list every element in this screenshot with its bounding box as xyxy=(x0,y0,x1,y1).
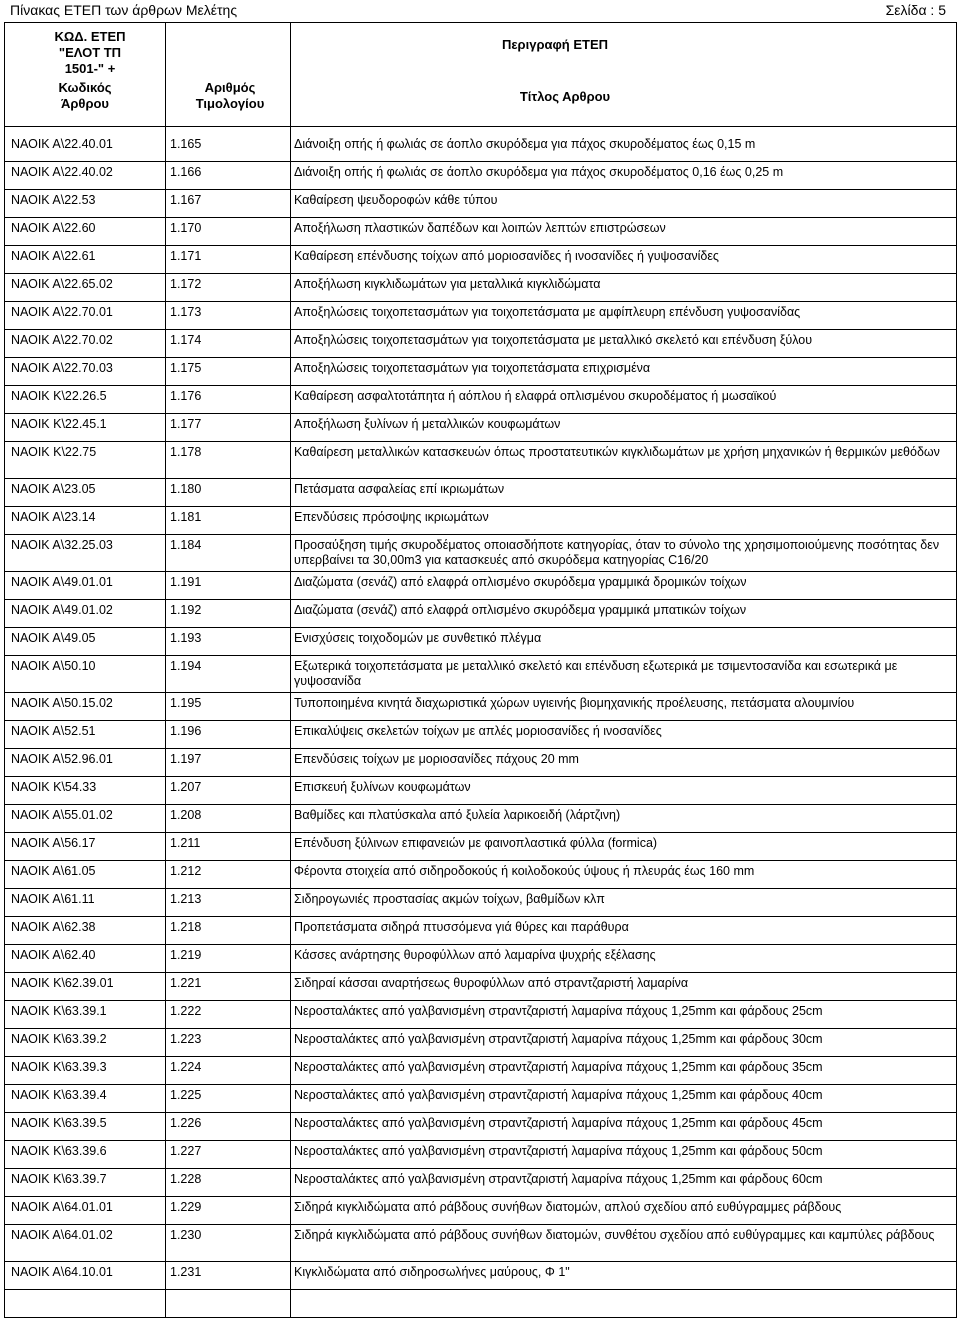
article-title: Αποξηλώσεις τοιχοπετασμάτων για τοιχοπετάσματα με μεταλλικό σκελετό και επένδυση ξύλου xyxy=(294,333,813,347)
price-number: 1.228 xyxy=(170,1172,202,1186)
table-row xyxy=(5,1169,956,1197)
article-code: ΝΑΟΙΚ Α\49.05 xyxy=(11,631,96,645)
article-title: Διάνοιξη οπής ή φωλιάς σε άοπλο σκυρόδεμα για πάχος σκυροδέματος έως 0,15 m xyxy=(294,137,756,151)
article-code: ΝΑΟΙΚ Α\61.05 xyxy=(11,864,96,878)
article-code: ΝΑΟΙΚ Α\23.14 xyxy=(11,510,96,524)
price-number: 1.222 xyxy=(170,1004,202,1018)
article-title: Εξωτερικά τοιχοπετάσματα με μεταλλικό σκελετό και επένδυση εξωτερικά με τσιμεντοσανίδα και εσωτερικά με γυψοσανίδα xyxy=(294,659,898,688)
table-row xyxy=(5,572,956,600)
article-title: Διάνοιξη οπής ή φωλιάς σε άοπλο σκυρόδεμα για πάχος σκυροδέματος 0,16 έως 0,25 m xyxy=(294,165,784,179)
article-code: ΝΑΟΙΚ Α\49.01.01 xyxy=(11,575,113,589)
header-etep-description: Περιγραφή ΕΤΕΠ xyxy=(502,37,608,52)
article-title: Νεροσταλάκτες από γαλβανισμένη στραντζαριστή λαμαρίνα πάχους 1,25mm και φάρδους 35cm xyxy=(294,1060,823,1074)
table-row xyxy=(5,190,956,218)
table-row xyxy=(5,330,956,358)
price-number: 1.174 xyxy=(170,333,202,347)
article-code: ΝΑΟΙΚ Α\64.10.01 xyxy=(11,1265,113,1279)
price-number: 1.192 xyxy=(170,603,202,617)
article-title: Νεροσταλάκτες από γαλβανισμένη στραντζαριστή λαμαρίνα πάχους 1,25mm και φάρδους 50cm xyxy=(294,1144,823,1158)
table-row xyxy=(5,1085,956,1113)
article-code: ΝΑΟΙΚ Κ\63.39.5 xyxy=(11,1116,107,1130)
article-code: ΝΑΟΙΚ Α\32.25.03 xyxy=(11,538,113,552)
article-code: ΝΑΟΙΚ Α\22.53 xyxy=(11,193,96,207)
article-code: ΝΑΟΙΚ Κ\63.39.6 xyxy=(11,1144,107,1158)
price-number: 1.230 xyxy=(170,1228,202,1242)
table-row xyxy=(5,805,956,833)
article-code: ΝΑΟΙΚ Α\22.70.01 xyxy=(11,305,113,319)
price-number: 1.180 xyxy=(170,482,202,496)
table-row xyxy=(5,1057,956,1085)
price-number: 1.176 xyxy=(170,389,202,403)
header-etep-code-line1: ΚΩΔ. ΕΤΕΠ xyxy=(54,29,126,44)
article-title: Επένδυση ξύλινων επιφανειών με φαινοπλαστικά φύλλα (formica) xyxy=(294,836,658,850)
article-code: ΝΑΟΙΚ Κ\63.39.3 xyxy=(11,1060,107,1074)
header-article-title: Τίτλος Αρθρου xyxy=(519,89,611,104)
table-row xyxy=(5,134,956,162)
article-title: Επισκευή ξυλίνων κουφωμάτων xyxy=(294,780,471,794)
article-title: Κάσσες ανάρτησης θυροφύλλων από λαμαρίνα ψυχρής εξέλασης xyxy=(294,948,656,962)
table-row xyxy=(5,656,956,693)
table-row xyxy=(5,274,956,302)
table-row xyxy=(5,600,956,628)
article-title: Νεροσταλάκτες από γαλβανισμένη στραντζαριστή λαμαρίνα πάχους 1,25mm και φάρδους 45cm xyxy=(294,1116,823,1130)
header-price-number-line2: Τιμολογίου xyxy=(195,96,265,111)
article-title: Αποξηλώσεις τοιχοπετασμάτων για τοιχοπετάσματα επιχρισμένα xyxy=(294,361,651,375)
price-number: 1.167 xyxy=(170,193,202,207)
article-title: Φέροντα στοιχεία από σιδηροδοκούς ή κοιλοδοκούς ύψους ή πλευράς έως 160 mm xyxy=(294,864,755,878)
price-number: 1.193 xyxy=(170,631,202,645)
article-code: ΝΑΟΙΚ Α\61.11 xyxy=(11,892,95,906)
article-code: ΝΑΟΙΚ Α\64.01.01 xyxy=(11,1200,113,1214)
article-title: Σιδηραί κάσσαι αναρτήσεως θυροφύλλων από στραντζαριστή λαμαρίνα xyxy=(294,976,689,990)
page-number: Σελίδα : 5 xyxy=(885,2,946,18)
price-number: 1.218 xyxy=(170,920,202,934)
article-code: ΝΑΟΙΚ Α\22.70.02 xyxy=(11,333,113,347)
table-row xyxy=(5,1262,956,1290)
article-title: Προπετάσματα σιδηρά πτυσσόμενα γιά θύρες και παράθυρα xyxy=(294,920,629,934)
header-etep-code xyxy=(45,29,135,77)
header-price-number xyxy=(180,80,280,112)
price-number: 1.226 xyxy=(170,1116,202,1130)
article-code: ΝΑΟΙΚ Κ\22.75 xyxy=(11,445,97,459)
table-row xyxy=(5,777,956,805)
table-row xyxy=(5,693,956,721)
article-title: Βαθμίδες και πλατύσκαλα από ξυλεία λαρικοειδή (λάρτζινη) xyxy=(294,808,621,822)
header-etep-code-line2: "ΕΛΟΤ ΤΠ 1501-" + xyxy=(58,45,122,76)
table-row xyxy=(5,833,956,861)
table-row xyxy=(5,1029,956,1057)
price-number: 1.219 xyxy=(170,948,202,962)
table-row xyxy=(5,1197,956,1225)
article-title: Σιδηρογωνιές προστασίας ακμών τοίχων, βαθμίδων κλπ xyxy=(294,892,605,906)
article-title: Διαζώματα (σενάζ) από ελαφρά οπλισμένο σκυρόδεμα γραμμικά μπατικών τοίχων xyxy=(294,603,747,617)
article-code: ΝΑΟΙΚ Α\52.51 xyxy=(11,724,96,738)
article-title: Καθαίρεση μεταλλικών κατασκευών όπως προστατευτικών κιγκλιδωμάτων με χρήση μηχανικών ή θερμικών μεθόδων xyxy=(294,445,940,459)
price-number: 1.165 xyxy=(170,137,202,151)
table-row xyxy=(5,218,956,246)
article-code: ΝΑΟΙΚ Κ\22.26.5 xyxy=(11,389,107,403)
article-code: ΝΑΟΙΚ Κ\22.45.1 xyxy=(11,417,107,431)
price-number: 1.173 xyxy=(170,305,202,319)
article-title: Καθαίρεση ασφαλτοτάπητα ή αόπλου ή ελαφρά οπλισμένου σκυροδέματος ή μωσαϊκού xyxy=(294,389,777,403)
article-title: Σιδηρά κιγκλιδώματα από ράβδους συνήθων διατομών, απλού σχεδίου από ευθύγραμμες ράβδους xyxy=(294,1200,842,1214)
table-row xyxy=(5,358,956,386)
table-row xyxy=(5,973,956,1001)
article-code: ΝΑΟΙΚ Α\22.40.01 xyxy=(11,137,113,151)
table-row xyxy=(5,1225,956,1262)
article-code: ΝΑΟΙΚ Α\22.40.02 xyxy=(11,165,113,179)
article-title: Καθαίρεση επένδυσης τοίχων από μοριοσανίδες ή ινοσανίδες ή γυψοσανίδες xyxy=(294,249,719,263)
article-code: ΝΑΟΙΚ Α\49.01.02 xyxy=(11,603,113,617)
price-number: 1.208 xyxy=(170,808,202,822)
article-title: Νεροσταλάκτες από γαλβανισμένη στραντζαριστή λαμαρίνα πάχους 1,25mm και φάρδους 60cm xyxy=(294,1172,823,1186)
price-number: 1.172 xyxy=(170,277,202,291)
article-title: Πετάσματα ασφαλείας επί ικριωμάτων xyxy=(294,482,505,496)
article-title: Καθαίρεση ψευδοροφών κάθε τύπου xyxy=(294,193,498,207)
table-row xyxy=(5,507,956,535)
article-code: ΝΑΟΙΚ Α\62.38 xyxy=(11,920,96,934)
articles-table xyxy=(4,22,957,1318)
price-number: 1.171 xyxy=(170,249,202,263)
price-number: 1.170 xyxy=(170,221,202,235)
table-row xyxy=(5,442,956,479)
article-code: ΝΑΟΙΚ Α\22.65.02 xyxy=(11,277,113,291)
article-code: ΝΑΟΙΚ Α\22.60 xyxy=(11,221,96,235)
table-row xyxy=(5,162,956,190)
table-row xyxy=(5,889,956,917)
table-row xyxy=(5,628,956,656)
table-row xyxy=(5,917,956,945)
article-title: Αποξηλώσεις τοιχοπετασμάτων για τοιχοπετάσματα με αμφίπλευρη επένδυση γυψοσανίδας xyxy=(294,305,801,319)
price-number: 1.212 xyxy=(170,864,202,878)
table-row xyxy=(5,861,956,889)
table-row xyxy=(5,1001,956,1029)
article-code: ΝΑΟΙΚ Κ\63.39.7 xyxy=(11,1172,107,1186)
article-title: Επενδύσεις τοίχων με μοριοσανίδες πάχους 20 mm xyxy=(294,752,579,766)
document-title: Πίνακας ΕΤΕΠ των άρθρων Μελέτης xyxy=(10,2,238,18)
article-code: ΝΑΟΙΚ Α\50.15.02 xyxy=(11,696,113,710)
table-row xyxy=(5,1113,956,1141)
table-row xyxy=(5,414,956,442)
price-number: 1.178 xyxy=(170,445,202,459)
price-number: 1.184 xyxy=(170,538,202,552)
table-row xyxy=(5,246,956,274)
header-price-number-line1: Αριθμός xyxy=(204,80,256,95)
article-code: ΝΑΟΙΚ Α\23.05 xyxy=(11,482,96,496)
price-number: 1.229 xyxy=(170,1200,202,1214)
page-header xyxy=(6,0,950,20)
table-row xyxy=(5,945,956,973)
header-article-code-line2: Άρθρου xyxy=(60,96,109,111)
article-title: Τυποποιημένα κινητά διαχωριστικά χώρων υγιεινής βιομηχανικής προέλευσης, πετάσματα αλουμινίου xyxy=(294,696,855,710)
price-number: 1.211 xyxy=(170,836,201,850)
price-number: 1.197 xyxy=(170,752,202,766)
table-row xyxy=(5,721,956,749)
article-title: Αποξήλωση ξυλίνων ή μεταλλικών κουφωμάτων xyxy=(294,417,561,431)
price-number: 1.191 xyxy=(170,575,202,589)
article-code: ΝΑΟΙΚ Κ\54.33 xyxy=(11,780,97,794)
header-article-code-line1: Κωδικός xyxy=(58,80,112,95)
article-title: Νεροσταλάκτες από γαλβανισμένη στραντζαριστή λαμαρίνα πάχους 1,25mm και φάρδους 40cm xyxy=(294,1088,823,1102)
article-title: Νεροσταλάκτες από γαλβανισμένη στραντζαριστή λαμαρίνα πάχους 1,25mm και φάρδους 25cm xyxy=(294,1004,823,1018)
table-row xyxy=(5,749,956,777)
article-code: ΝΑΟΙΚ Α\64.01.02 xyxy=(11,1228,113,1242)
article-title: Ενισχύσεις τοιχοδομών με συνθετικό πλέγμα xyxy=(294,631,542,645)
article-title: Επικαλύψεις σκελετών τοίχων με απλές μοριοσανίδες ή ινοσανίδες xyxy=(294,724,662,738)
price-number: 1.224 xyxy=(170,1060,202,1074)
table-row xyxy=(5,1141,956,1169)
price-number: 1.194 xyxy=(170,659,202,673)
article-code: ΝΑΟΙΚ Α\55.01.02 xyxy=(11,808,113,822)
table-row xyxy=(5,386,956,414)
price-number: 1.196 xyxy=(170,724,202,738)
article-title: Επενδύσεις πρόσοψης ικριωμάτων xyxy=(294,510,489,524)
price-number: 1.177 xyxy=(170,417,202,431)
article-title: Νεροσταλάκτες από γαλβανισμένη στραντζαριστή λαμαρίνα πάχους 1,25mm και φάρδους 30cm xyxy=(294,1032,823,1046)
price-number: 1.195 xyxy=(170,696,202,710)
price-number: 1.221 xyxy=(170,976,202,990)
price-number: 1.181 xyxy=(170,510,202,524)
article-title: Αποξήλωση κιγκλιδωμάτων για μεταλλικά κιγκλιδώματα xyxy=(294,277,601,291)
table-row xyxy=(5,302,956,330)
price-number: 1.223 xyxy=(170,1032,202,1046)
table-row xyxy=(5,479,956,507)
article-code: ΝΑΟΙΚ Α\50.10 xyxy=(11,659,96,673)
article-title: Διαζώματα (σενάζ) από ελαφρά οπλισμένο σκυρόδεμα γραμμικά δρομικών τοίχων xyxy=(294,575,747,589)
price-number: 1.207 xyxy=(170,780,202,794)
table-row xyxy=(5,535,956,572)
price-number: 1.225 xyxy=(170,1088,202,1102)
price-number: 1.166 xyxy=(170,165,202,179)
price-number: 1.231 xyxy=(170,1265,202,1279)
article-code: ΝΑΟΙΚ Α\52.96.01 xyxy=(11,752,113,766)
article-title: Αποξήλωση πλαστικών δαπέδων και λοιπών λεπτών επιστρώσεων xyxy=(294,221,666,235)
article-title: Κιγκλιδώματα από σιδηροσωλήνες μαύρους, Φ 1" xyxy=(294,1265,570,1279)
header-article-code xyxy=(45,80,125,112)
article-code: ΝΑΟΙΚ Κ\63.39.4 xyxy=(11,1088,107,1102)
article-code: ΝΑΟΙΚ Α\22.70.03 xyxy=(11,361,113,375)
header-divider xyxy=(5,126,956,127)
price-number: 1.175 xyxy=(170,361,202,375)
price-number: 1.227 xyxy=(170,1144,202,1158)
price-number: 1.213 xyxy=(170,892,202,906)
article-code: ΝΑΟΙΚ Α\56.17 xyxy=(11,836,96,850)
article-code: ΝΑΟΙΚ Κ\63.39.1 xyxy=(11,1004,107,1018)
article-code: ΝΑΟΙΚ Κ\62.39.01 xyxy=(11,976,114,990)
article-title: Σιδηρά κιγκλιδώματα από ράβδους συνήθων διατομών, συνθέτου σχεδίου από ευθύγραμμες και καμπύλες ράβδους xyxy=(294,1228,935,1242)
article-code: ΝΑΟΙΚ Α\62.40 xyxy=(11,948,96,962)
article-code: ΝΑΟΙΚ Α\22.61 xyxy=(11,249,96,263)
article-title: Προσαύξηση τιμής σκυροδέματος οποιασδήποτε κατηγορίας, όταν το σύνολο της χρησιμοποιούμενης ποσότητας δεν υπερβαίνει τα 30,00m3 για κατασκευές από σκυρόδεμα κατηγορίας C16/20 xyxy=(294,538,940,567)
article-code: ΝΑΟΙΚ Κ\63.39.2 xyxy=(11,1032,107,1046)
